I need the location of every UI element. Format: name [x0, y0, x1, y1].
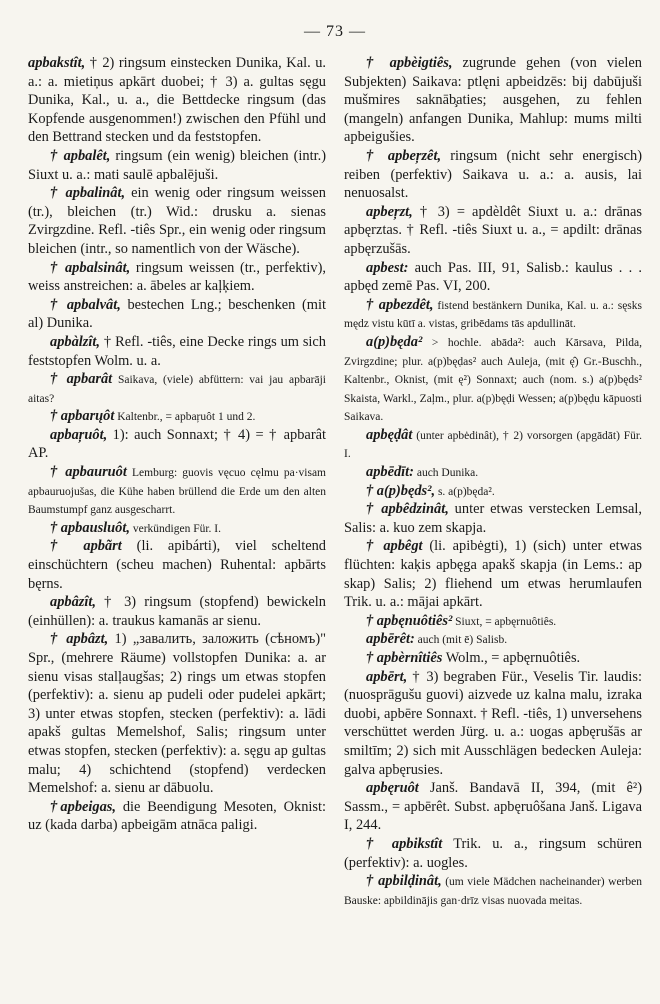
page-number: — 73 —: [304, 23, 366, 40]
entry-definition: (unter apbėdinât), † 2) vorsorgen (apgādāt) Für. I.: [344, 429, 642, 461]
entry-definition: † 3) ringsum (stopfend) bewickeln (einhüllen): a. traukus kamanās ar sienu.: [28, 594, 326, 629]
dictionary-entry: [344, 147, 642, 203]
left-column: [28, 54, 326, 909]
entry-headword: apbęḍât: [366, 426, 413, 443]
entry-headword: † apbalêt,: [50, 147, 111, 164]
dictionary-entry: [344, 835, 642, 872]
entry-definition: ein wenig oder ringsum weissen (tr.), bleichen (tr.) Wid.: drusku a. sienas Zvirgzdine. Refl. -tiês Spr., ein wenig oder ringsum bleichen (intr., so namentlich von der Wäsche).: [28, 185, 326, 257]
entry-definition: Lemburg: guovis vęcuo cęlmu pa·visam apbauruojušas, die Kühe haben brüllend die Erde um den alten Baumstumpf ganz ausgescharrt.: [28, 467, 326, 517]
entry-definition: fistend bestänkern Dunika, Kal. u. a.: sęsks mędz vistu kūtī a. vistas, gribēdams tās apdullināt.: [344, 299, 642, 331]
dictionary-entry: [28, 184, 326, 258]
dictionary-entry: [28, 519, 326, 538]
entry-definition: zugrunde gehen (von vielen Subjekten) Saikava: ptlęni apbeidzēs: bij dabūjuši mušmires saknāb̧aties; ausgehen, zu fehlen (mangeln) anfangen Dunika, Mahlup: mums milti apbeigušies.: [344, 55, 642, 146]
dictionary-entry: [28, 54, 326, 147]
entry-headword: † apbèrnîtiês: [366, 650, 443, 666]
entry-definition: † Refl. -tiês, eine Decke rings um sich feststopfen Wolm. u. a.: [28, 333, 326, 369]
dictionary-entry: [28, 259, 326, 296]
dictionary-entry: [28, 630, 326, 797]
entry-headword: apbērt,: [366, 668, 408, 685]
entry-headword: apbest:: [366, 259, 409, 276]
dictionary-entry: [344, 649, 642, 668]
dictionary-entry: [344, 612, 642, 631]
entry-headword: † a(p)będs²,: [366, 482, 436, 499]
dictionary-entry: [344, 537, 642, 611]
entry-headword: apbēdīt:: [366, 464, 414, 481]
entry-headword: † apbêgt: [366, 538, 423, 555]
entry-definition: (li. apibárti), viel scheltend einschüchtern (scheu machen) Ruhental: apbārts bęrns.: [28, 538, 326, 592]
dictionary-entry: [28, 147, 326, 184]
entry-definition: Kaltenbr., = apbaŗuôt 1 und 2.: [114, 411, 256, 424]
entry-headword: † apbèigtiês,: [366, 55, 453, 71]
entry-headword: † apbikstît: [366, 835, 443, 852]
entry-definition: 1): auch Sonnaxt; † 4) = † apbarât AP.: [28, 426, 326, 462]
entry-definition: > hochle. abāda²: auch Kārsava, Pilda, Zvirgzdine; plur. a(p)bęḍas² auch Auleja, (mit ę̂) Gr.-Buschh., Kaltenbr., Oknist, (mit ę²) Sonnaxt; auch (nom. s.) a(p)będs² Skaista, Warkl., Zaļm., plur. a(p)bęḍi Wessen; a(p)bęḍu kāpuosti Saikava.: [344, 336, 642, 424]
entry-headword: a(p)będa²: [366, 333, 423, 350]
entry-definition: † 3) begraben Für., Veselis Tir. laudis: (nuosprāgušu guovi) aizvede uz kalna malu, izraka duobi, apbēre Sonnaxt. † Refl. -tiês, 1) unversehens verschüttet werden Jürg. u. a.: uogas apbęrušās ar smiltīm; 2) sich mit Ausschlägen bedecken Auleja: galva apbęrusies.: [344, 668, 642, 778]
dictionary-entry: [28, 537, 326, 593]
entry-headword: † apbêdzinât,: [366, 501, 449, 518]
entry-definition: verkündigen Für. I.: [129, 522, 222, 535]
entry-headword: † apbarųôt: [50, 408, 115, 425]
entry-definition: ringsum weissen (tr., perfektiv), weiss anstreichen: a. ābeles ar kaļķiem.: [28, 259, 327, 295]
dictionary-entry: [344, 500, 642, 537]
dictionary-entry: [28, 407, 326, 426]
entry-definition: Janš. Bandavā II, 394, (mit ê²) Sassm., = apbērêt. Subst. apbęruôšana Janš. Ligava I, 244.: [344, 780, 642, 834]
dictionary-entry: [344, 872, 642, 909]
entry-headword: † apbauruôt: [50, 464, 127, 481]
dictionary-entry: [344, 54, 642, 147]
dictionary-entry: [344, 463, 642, 482]
entry-definition: bestechen Lng.; beschenken (mit al) Dunika.: [28, 296, 326, 332]
entry-definition: Siuxt, = apbęrnuôtiês.: [452, 615, 557, 628]
entry-definition: ringsum (ein wenig) bleichen (intr.) Siuxt u. a.: mati saulē apbalējuši.: [28, 147, 327, 183]
dictionary-entry: [344, 426, 642, 463]
dictionary-entry: [344, 779, 642, 835]
dictionary-entry: [344, 296, 642, 333]
dictionary-entry: [28, 333, 326, 370]
entry-definition: † 3) = apdèldêt Siuxt u. a.: drānas apbęrztas. † Refl. -tiês Siuxt u. a., = apdilt: drānas apbęrzušās.: [344, 203, 642, 257]
entry-headword: † apbeŗzêt,: [366, 147, 442, 164]
dictionary-entry: [28, 426, 326, 463]
entry-headword: † apbęnuôtiês²: [366, 612, 453, 629]
entry-headword: † apbâzt,: [50, 631, 109, 648]
entry-definition: Saikava, (viele) abfüttern: vai jau apbarāji aitas?: [28, 374, 326, 405]
entry-definition: unter etwas verstecken Lemsal, Salis: a. kuo zem skapja.: [344, 501, 642, 536]
dictionary-entry: [344, 333, 642, 426]
entry-headword: † apbezdêt,: [366, 296, 434, 313]
entry-headword: apbâzît,: [50, 594, 96, 611]
entry-definition: Trik. u. a., ringsum schüren (perfektiv): a. uogles.: [344, 835, 642, 871]
entry-definition: (li. apibėgti), 1) (sich) unter etwas flüchten: kaķis apbęga apakš skapja (in Lems.: ap skap) Salis; 2) fliehend um etwas herumlaufen Trik. u. a.: mājai apkārt.: [344, 538, 642, 611]
dictionary-entry: [28, 593, 326, 630]
entry-definition: Wolm., = apbęrnuôtiês.: [442, 650, 581, 666]
entry-headword: apbęruôt: [366, 780, 419, 797]
entry-definition: 1) „завалить, заложить (сѣномъ)" Spr., (mehrere Räume) vollstopfen Dunika: a. ar sienu visas stalļaugšas; 2) rings um etwas stopfen (perfektiv): a. sienu ap pudeli oder pudelei apkārt; 3) unter etwas stopfen, stecken (perfektiv): a. lādi apakš gultas Memelshof, Salis; ringsum unter etwas stopfen, stecken (perfektiv): a. sęgu ap gultas malu; 4) schichtend (stopfend) verdecken Memelshof: a. sienu ar dābuolu.: [28, 631, 326, 797]
dictionary-entry: [28, 370, 326, 407]
dictionary-entry: [28, 463, 326, 519]
entry-headword: † apbalsinât,: [50, 259, 131, 276]
entry-definition: auch Dunika.: [413, 467, 479, 480]
entry-headword: † apbarât: [50, 371, 113, 388]
right-column: [344, 54, 642, 909]
entry-headword: apbērêt:: [366, 631, 415, 648]
dictionary-entry: [344, 203, 642, 259]
entry-headword: † apbilḍinât,: [366, 873, 442, 890]
entry-definition: s. a(p)będa².: [435, 485, 495, 498]
dictionary-entry: [28, 296, 326, 333]
dictionary-entry: [28, 798, 326, 835]
entry-definition: ringsum (nicht sehr energisch) reiben (perfektiv) Saikava u. a.: a. ausis, lai nenuosalst.: [344, 147, 642, 202]
entry-definition: (um viele Mädchen nacheinander) werben Bauske: apbildinājis gan·drīz visas nuovada meitas.: [344, 876, 642, 907]
dictionary-entry: [344, 259, 642, 296]
entry-headword: apbaŗuôt,: [50, 426, 108, 443]
entry-headword: † apbalinât,: [50, 185, 126, 202]
dictionary-entry: [344, 482, 642, 501]
entry-headword: apbakstît,: [28, 55, 86, 71]
dictionary-entry: [344, 668, 642, 780]
entry-headword: † apbalvât,: [50, 296, 121, 313]
entry-headword: †apbeigas,: [50, 798, 116, 815]
entry-headword: † apbãrt: [50, 538, 122, 555]
entry-definition: † 2) ringsum einstecken Dunika, Kal. u. a.: a. mietiņus apkārt duobei; † 3) a. gultas sęgu Dunika, Kal., u. a., die Bettdecke ringsum (das Kopfende ausgenommen!) zwischen den Pfühl und den Bettrand stecken und da feststopfen.: [28, 55, 326, 146]
entry-definition: auch (mit ē) Salisb.: [414, 634, 508, 647]
entry-headword: apbeŗzt,: [366, 203, 413, 220]
entry-headword: † apbausluôt,: [50, 519, 130, 536]
dictionary-entry: [344, 630, 642, 649]
entry-definition: die Beendigung Mesoten, Oknist: uz (kada darba) apbeigām atnāca paligi.: [28, 798, 326, 834]
entry-definition: auch Pas. III, 91, Salisb.: kaulus . . . apbęd zemē Pas. VI, 200.: [344, 259, 642, 295]
entry-headword: apbàlzît,: [50, 333, 100, 350]
